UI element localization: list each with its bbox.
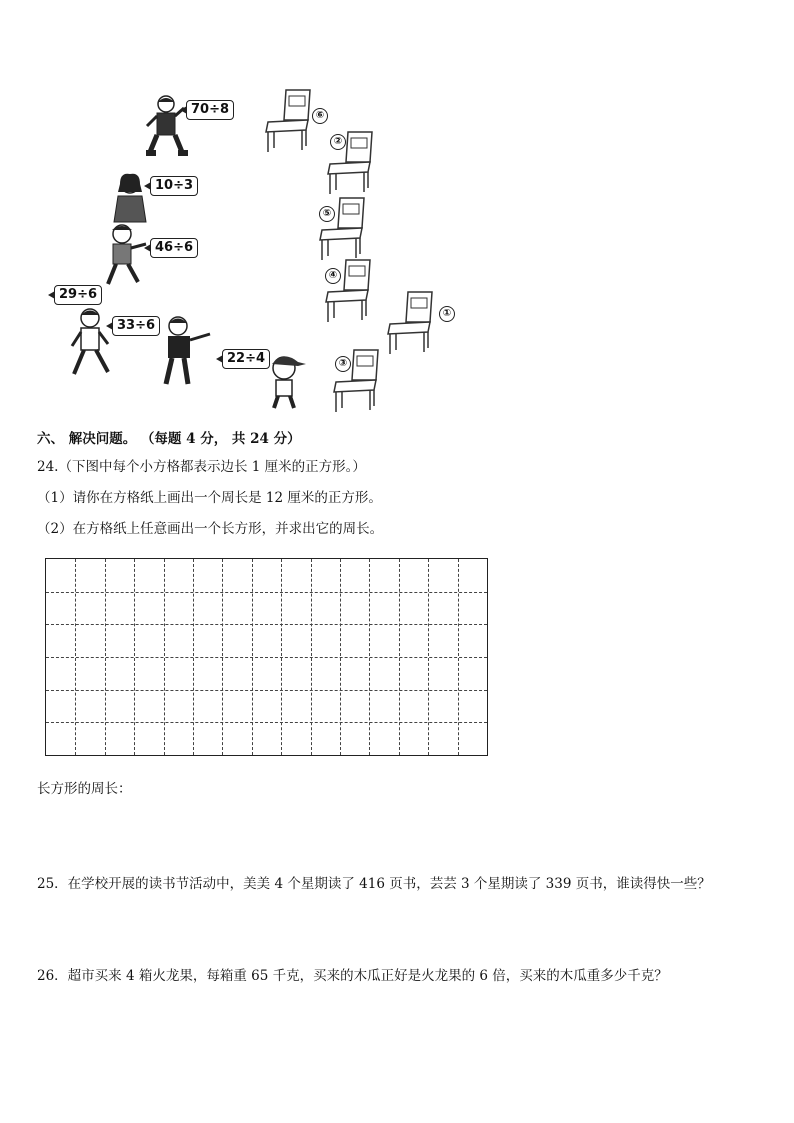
expression-bubble: 70÷8 (186, 100, 234, 120)
question-26: 26．超市买来 4 箱火龙果，每箱重 65 千克，买来的木瓜正好是火龙果的 6 倍，买来的木瓜重多少千克？ (37, 968, 668, 984)
grid-row-line (46, 722, 487, 723)
child-figure-icon (68, 306, 118, 382)
child-figure-icon (262, 352, 310, 410)
child-figure-icon (106, 172, 154, 227)
grid-row-line (46, 690, 487, 691)
grid-row-line (46, 657, 487, 658)
chair-number: ⑤ (319, 206, 335, 222)
question-24-part-2: （2）在方格纸上任意画出一个长方形，并求出它的周长。 (37, 521, 384, 537)
child-figure-icon (152, 314, 214, 390)
question-25: 25．在学校开展的读书节活动中，美美 4 个星期读了 416 页书，芸芸 3 个星期读了 339 页书，谁读得快一些？ (37, 876, 711, 892)
expression-bubble: 22÷4 (222, 349, 270, 369)
chair-number: ④ (325, 268, 341, 284)
expression-bubble: 29÷6 (54, 285, 102, 305)
chair-number: ① (439, 306, 455, 322)
expression-bubble: 10÷3 (150, 176, 198, 196)
section-heading: 六、 解决问题。 （每题 4 分， 共 24 分） (37, 431, 301, 447)
chair-icon (384, 288, 438, 356)
grid-row-line (46, 624, 487, 625)
chair-number: ③ (335, 356, 351, 372)
chair-icon (316, 194, 370, 262)
chair-icon (322, 256, 376, 324)
child-figure-icon (100, 222, 152, 292)
grid-row-line (46, 592, 487, 593)
question-24-stem: 24.（下图中每个小方格都表示边长 1 厘米的正方形。） (37, 459, 366, 475)
chair-icon (262, 86, 316, 154)
chair-number: ② (330, 134, 346, 150)
expression-bubble: 33÷6 (112, 316, 160, 336)
child-figure-icon (142, 94, 192, 164)
question-24-part-1: （1）请你在方格纸上画出一个周长是 12 厘米的正方形。 (37, 490, 382, 506)
chair-number: ⑥ (312, 108, 328, 124)
rectangle-perimeter-label: 长方形的周长： (37, 781, 132, 797)
square-grid-paper[interactable] (45, 558, 488, 756)
expression-bubble: 46÷6 (150, 238, 198, 258)
